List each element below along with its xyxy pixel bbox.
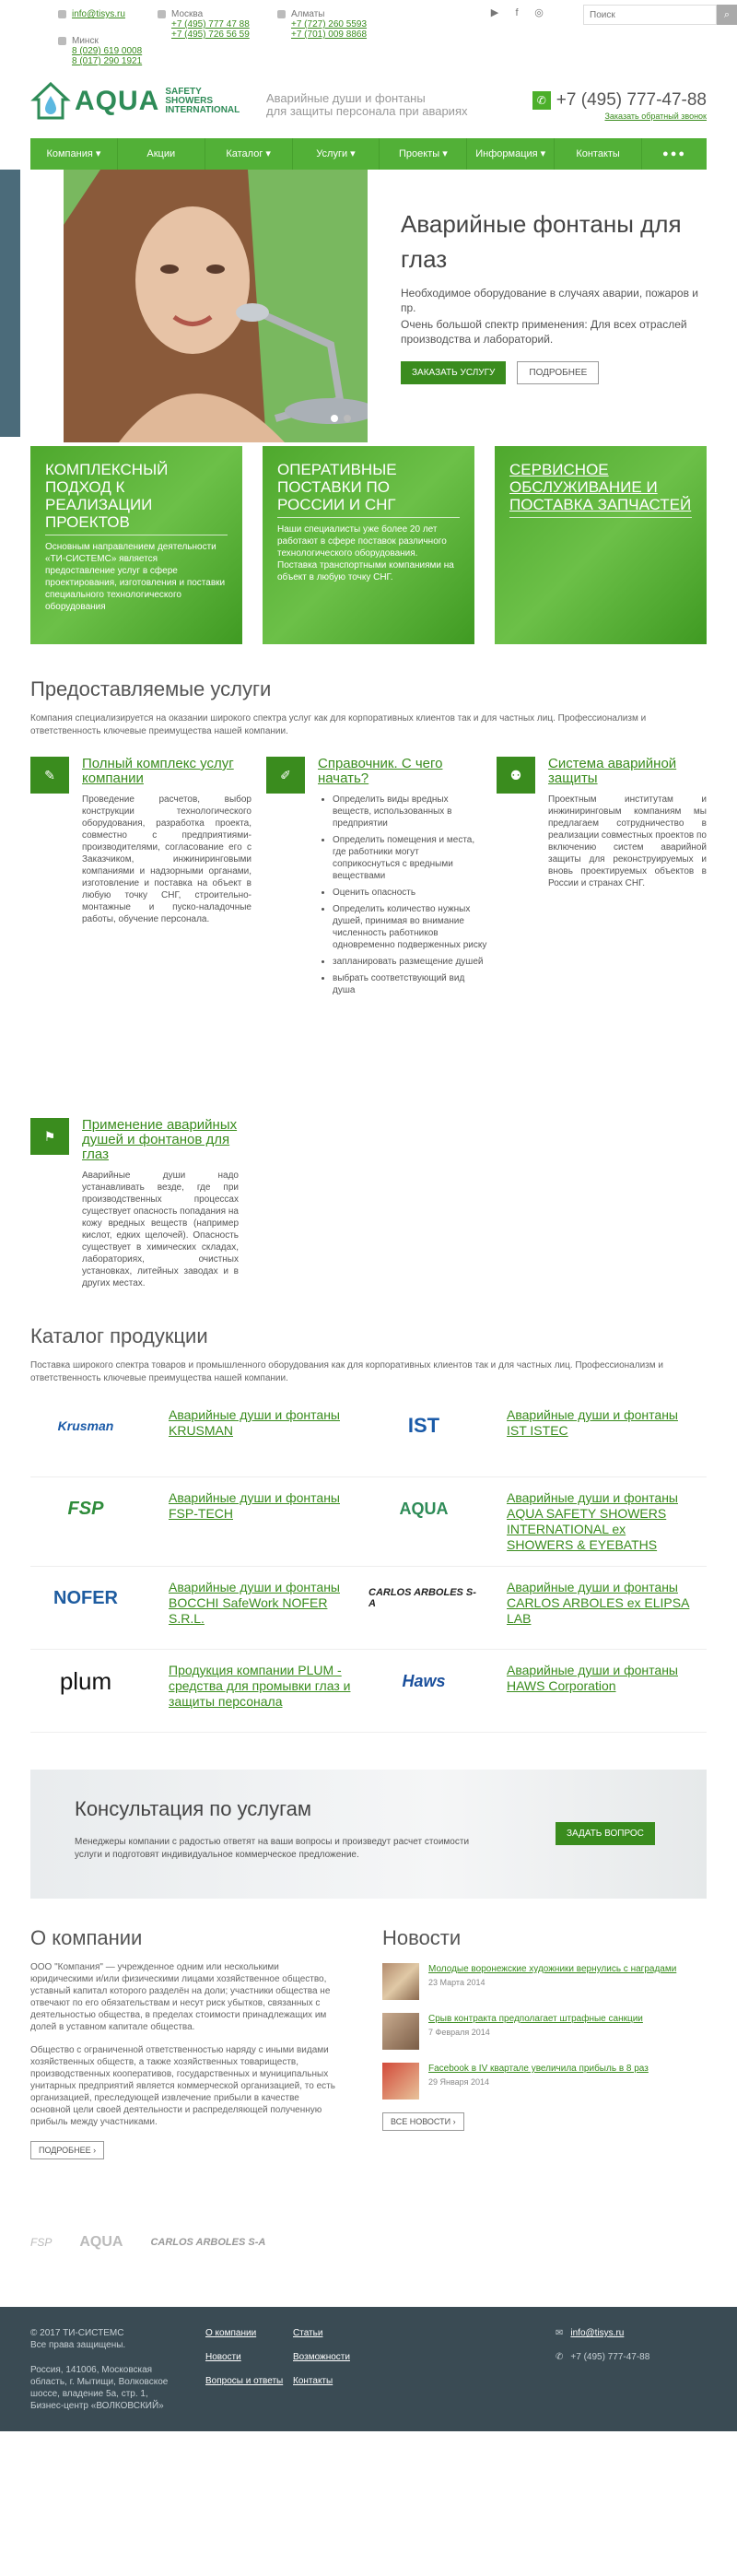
phone-icon	[277, 10, 286, 18]
facebook-icon[interactable]: f	[515, 7, 519, 18]
list-item: • Определить виды вредных веществ, использованных в предприятии	[333, 794, 487, 829]
catalog-item	[30, 1567, 368, 1650]
list-item: • выбрать соответствующий вид душа	[333, 972, 487, 996]
hero-title: Аварийные фонтаны для глаз	[401, 210, 682, 273]
news-link[interactable]: Facebook в IV квартале увеличила прибыль в 8 раз	[428, 2064, 649, 2074]
promo-title: КОМПЛЕКСНЫЙ ПОДХОД К РЕАЛИЗАЦИИ ПРОЕКТОВ	[45, 461, 228, 535]
contact-email	[58, 9, 142, 66]
news-thumbnail[interactable]	[382, 2013, 419, 2050]
phone-icon: ✆	[556, 2352, 564, 2362]
service-title[interactable]: Применение аварийных душей и фонтанов для глаз	[82, 1117, 238, 1162]
wrench-icon: ✎	[30, 757, 69, 794]
news-item	[382, 2063, 707, 2100]
promo-title: СЕРВИСНОЕ ОБСЛУЖИВАНИЕ И ПОСТАВКА ЗАПЧАСТЕЙ	[509, 461, 692, 518]
brand-logo: plum	[59, 1666, 112, 1695]
footer-link[interactable]: Новости	[205, 2352, 241, 2362]
nav-info[interactable]: Информация ▾	[467, 138, 555, 170]
almaty-phone-1[interactable]: +7 (727) 260 5593	[291, 19, 368, 29]
brand-logo: Haws	[402, 1671, 446, 1690]
hero-slider	[30, 170, 707, 446]
about-news	[30, 1926, 707, 2159]
news-link[interactable]: Срыв контракта предполагает штрафные санкции	[428, 2014, 643, 2024]
catalog-link[interactable]: Аварийные души и фонтаны IST ISTEC	[507, 1407, 678, 1438]
news-link[interactable]: Молодые воронежские художники вернулись с наградами	[428, 1964, 677, 1974]
brand-logo: NOFER	[53, 1587, 118, 1608]
about-text-2: Общество с ограниченной ответственностью наряду с иными видами хозяйственных обществ, а также хозяйственных товариществ, производственных кооперативов, государственных и муниципальных унитарных предприятий является коммерческой организацией, то есть организацией, преследующей извлечение прибыли в качестве основной цели своей деятельности и распределяющей полученную прибыль между участниками.	[30, 2045, 335, 2127]
brand-logo: IST	[407, 1414, 440, 1437]
search-icon: ⌕	[723, 8, 731, 20]
promo-text: Наши специалисты уже более 20 лет работают в сфере поставок различного технологического оборудования. Поставка транспортными компаниями на объект в любую точку СНГ.	[277, 524, 454, 582]
consult-text: Менеджеры компании с радостью ответят на ваши вопросы и произведут расчет стоимости услуги и подготовят индивидуальное коммерческое предложение.	[75, 1837, 470, 1860]
main-nav	[30, 138, 707, 170]
news-thumbnail[interactable]	[382, 1963, 419, 2000]
brand-logo: CARLOS ARBOLES S-A	[368, 1587, 476, 1609]
consult-title: Консультация по услугам	[75, 1797, 312, 1820]
callback-link[interactable]: Заказать обратный звонок	[604, 112, 707, 121]
phone-icon	[158, 10, 166, 18]
list-item: • Определить помещения и места, где работники могут соприкоснуться с вредными веществами	[333, 834, 487, 882]
news-section	[382, 1926, 707, 2159]
service-text: Проведение расчетов, выбор конструкции технологического оборудования, разработка проекта, совместно с предприятиями-производителями, согласование его с Заказчиком, инжиниринговыми компаниями и надзорными органами, изготовление и поставка на объект в любую точку СНГ, строительно-монтажные и пуско-наладочные работы, обучение персонала.	[82, 794, 252, 924]
hero-side-panel	[0, 170, 20, 437]
nav-company[interactable]: Компания ▾	[30, 138, 118, 170]
footer-link[interactable]: Статьи	[293, 2328, 323, 2338]
top-bar	[30, 0, 731, 74]
hero-text	[401, 206, 714, 384]
catalog-item	[30, 1477, 368, 1567]
news-date: 23 Марта 2014	[428, 1978, 485, 1987]
moscow-phone-1[interactable]: +7 (495) 777 47 88	[171, 19, 250, 29]
footer-address: Россия, 141006, Московская область, г. Мытищи, Волковское шоссе, владение 5а, стр. 1, Бизнес-центр «ВОЛКОВСКИЙ»	[30, 2365, 169, 2411]
ask-question-button[interactable]: ЗАДАТЬ ВОПРОС	[556, 1822, 655, 1845]
list-item: • Оценить опасность	[333, 887, 487, 899]
almaty-phone-2[interactable]: +7 (701) 009 8868	[291, 29, 368, 40]
news-date: 29 Января 2014	[428, 2077, 489, 2087]
minsk-phone-1[interactable]: 8 (029) 619 0008	[72, 46, 143, 56]
partners-strip	[30, 2215, 707, 2270]
service-text: Проектным институтам и инжиниринговым компаниям мы предлагаем сотрудничество в реализации совместных проектов по включению систем аварийной защиты для реконструируемых и вновь проектируемых объектов в России и странах СНГ.	[548, 794, 707, 888]
promo-box[interactable]	[30, 446, 242, 644]
service-list	[333, 794, 487, 996]
all-news-button[interactable]: ВСЕ НОВОСТИ ›	[382, 2112, 464, 2131]
service-text: Аварийные души надо устанавливать везде, где при производственных процессах существует опасность попадания на кожу вредных веществ (например кислот, едких щелочей). Опасность существует в химических складах, лабораториях, очистных установках, литейных заводах и в других местах.	[82, 1170, 239, 1288]
list-item: • запланировать размещение душей	[333, 956, 487, 968]
list-item: • Определить количество нужных душей, принимая во внимание численность работников одновременно подверженных риску	[333, 903, 487, 951]
promo-box[interactable]	[263, 446, 474, 644]
brand-logo: AQUA	[399, 1499, 449, 1518]
city-minsk: Минск	[72, 36, 99, 46]
mail-icon	[58, 10, 66, 18]
logo-drop-icon	[30, 81, 71, 122]
city-moscow: Москва	[171, 9, 204, 19]
catalog-lead: Поставка широкого спектра товаров и промышленного оборудования как для корпоративных клиентов так и для частных лиц. Профессионализм и ответственность ключевые преимущества нашей компании.	[30, 1360, 663, 1383]
footer-link[interactable]: Контакты	[293, 2376, 333, 2386]
footer	[0, 2307, 737, 2431]
footer-info	[30, 2327, 205, 2412]
social-links	[489, 7, 544, 18]
more-button[interactable]: ПОДРОБНЕЕ	[517, 361, 599, 384]
news-item	[382, 2013, 707, 2050]
footer-copyright: © 2017 ТИ-СИСТЕМС	[30, 2328, 124, 2338]
consult-banner	[30, 1770, 707, 1899]
service-title[interactable]: Полный комплекс услуг компании	[82, 756, 234, 786]
service-item	[30, 757, 252, 925]
hero-text-2: Очень большой спектр применения: Для всех отраслей производства и лабораторий.	[401, 318, 687, 346]
users-icon: ⚉	[497, 757, 535, 794]
hero-text-1: Необходимое оборудование в случаях аварии, пожаров и пр.	[401, 287, 698, 314]
nav-more[interactable]: ●●●	[662, 148, 686, 159]
catalog-item	[30, 1394, 368, 1477]
header-phone	[532, 90, 707, 122]
catalog-title: Каталог продукции	[30, 1324, 208, 1347]
nav-services[interactable]: Услуги ▾	[293, 138, 380, 170]
moscow-phone-2[interactable]: +7 (495) 726 56 59	[171, 29, 250, 40]
catalog-item	[368, 1567, 707, 1650]
logo-subtitle: SAFETY SHOWERS INTERNATIONAL	[165, 87, 240, 115]
contact-moscow	[158, 9, 250, 40]
footer-links-2	[293, 2327, 556, 2412]
nav-catalog[interactable]: Каталог ▾	[205, 138, 293, 170]
service-title[interactable]: Справочник. С чего начать?	[318, 756, 443, 786]
about-section	[30, 1926, 342, 2159]
service-title[interactable]: Система аварийной защиты	[548, 756, 677, 786]
footer-link[interactable]: О компании	[205, 2328, 257, 2338]
nav-projects[interactable]: Проекты ▾	[380, 138, 467, 170]
flag-icon: ⚑	[30, 1118, 69, 1155]
catalog-item	[368, 1394, 707, 1477]
search-input[interactable]	[583, 5, 717, 25]
catalog-link[interactable]: Аварийные души и фонтаны AQUA SAFETY SHOWERS INTERNATIONAL ex SHOWERS & EYEBATHS	[507, 1490, 678, 1552]
catalog-item	[30, 1650, 368, 1733]
header-tagline: Аварийные души и фонтаны для защиты персонала при авариях	[266, 91, 468, 118]
promo-text: Основным направлением деятельности «ТИ-СИСТЕМС» является предоставление услуг в сфере проектирования, изготовления и поставки специального технологического оборудования	[45, 542, 226, 612]
catalog-link[interactable]: Аварийные души и фонтаны HAWS Corporation	[507, 1663, 678, 1693]
service-item	[497, 757, 707, 889]
mail-icon: ✉	[556, 2328, 564, 2338]
partner-logo[interactable]: FSP	[30, 2236, 53, 2249]
slide-dot[interactable]	[344, 415, 351, 422]
services-section	[30, 677, 707, 1315]
logo[interactable]	[30, 81, 240, 122]
catalog-link[interactable]: Аварийные души и фонтаны KRUSMAN	[169, 1407, 340, 1438]
news-thumbnail[interactable]	[382, 2063, 419, 2100]
news-title: Новости	[382, 1926, 462, 1949]
minsk-phone-2[interactable]: 8 (017) 290 1921	[72, 56, 143, 66]
logo-text: AQUA	[75, 86, 160, 116]
header	[30, 74, 707, 138]
phone-icon	[58, 37, 66, 45]
email-link[interactable]: info@tisys.ru	[72, 9, 125, 19]
brand-logo: Krusman	[57, 1418, 114, 1433]
catalog-link[interactable]: Продукция компании PLUM - средства для промывки глаз и защиты персонала	[169, 1663, 351, 1709]
partner-logo[interactable]: CARLOS ARBOLES S-A	[150, 2237, 266, 2248]
news-date: 7 Февраля 2014	[428, 2028, 490, 2037]
brand-logo: FSP	[67, 1498, 104, 1519]
youtube-icon[interactable]: ▶	[490, 7, 499, 18]
footer-rights: Все права защищены.	[30, 2340, 126, 2350]
footer-link[interactable]: Вопросы и ответы	[205, 2376, 284, 2386]
header-phone-number[interactable]: +7 (495) 777-47-88	[556, 90, 707, 110]
hero-pagination	[331, 415, 351, 422]
promo-boxes	[30, 446, 707, 644]
footer-link[interactable]: Возможности	[293, 2352, 350, 2362]
slide-dot[interactable]	[331, 415, 338, 422]
service-item	[30, 1118, 240, 1289]
services-title: Предоставляемые услуги	[30, 677, 272, 700]
nav-contacts[interactable]: Контакты	[555, 138, 642, 170]
search-button[interactable]	[717, 5, 737, 25]
catalog-section	[30, 1324, 707, 1733]
phone-icon: ✆	[532, 91, 551, 110]
pencil-icon: ✐	[266, 757, 305, 794]
about-title: О компании	[30, 1926, 143, 1949]
search-form	[583, 5, 737, 25]
footer-phone[interactable]: +7 (495) 777-47-88	[570, 2352, 650, 2362]
partner-logo[interactable]: AQUA	[79, 2234, 123, 2250]
catalog-link[interactable]: Аварийные души и фонтаны BOCCHI SafeWork NOFER S.R.L.	[169, 1580, 340, 1626]
catalog-link[interactable]: Аварийные души и фонтаны CARLOS ARBOLES ex ELIPSA LAB	[507, 1580, 690, 1626]
service-item	[266, 757, 487, 1001]
footer-contacts	[556, 2327, 649, 2412]
order-service-button[interactable]: ЗАКАЗАТЬ УСЛУГУ	[401, 361, 506, 384]
catalog-item	[368, 1650, 707, 1733]
contact-almaty	[277, 9, 367, 40]
nav-promotions[interactable]: Акции	[118, 138, 205, 170]
news-item	[382, 1963, 707, 2000]
city-almaty: Алматы	[291, 9, 325, 19]
hero-image	[64, 170, 368, 442]
footer-links-1	[205, 2327, 293, 2412]
services-lead: Компания специализируется на оказании широкого спектра услуг как для корпоративных клиентов так и для частных лиц. Профессионализм и ответственность ключевые преимущества нашей компании.	[30, 713, 647, 736]
catalog-link[interactable]: Аварийные души и фонтаны FSP-TECH	[169, 1490, 340, 1521]
catalog-item	[368, 1477, 707, 1567]
instagram-icon[interactable]: ◎	[534, 7, 544, 18]
footer-email[interactable]: info@tisys.ru	[570, 2328, 625, 2338]
promo-title: ОПЕРАТИВНЫЕ ПОСТАВКИ ПО РОССИИ И СНГ	[277, 461, 460, 518]
about-more-button[interactable]: ПОДРОБНЕЕ ›	[30, 2141, 104, 2159]
about-text-1: ООО "Компания" — учрежденное одним или несколькими юридическими и/или физическими лицами хозяйственное общество, уставный капитал которого разделён на доли; участники общества не отвечают по его обязательствам и несут риск убытков, связанных с деятельностью общества, в пределах стоимости принадлежащих им долей в уставном капитале общества.	[30, 1962, 331, 2032]
promo-box[interactable]	[495, 446, 707, 644]
